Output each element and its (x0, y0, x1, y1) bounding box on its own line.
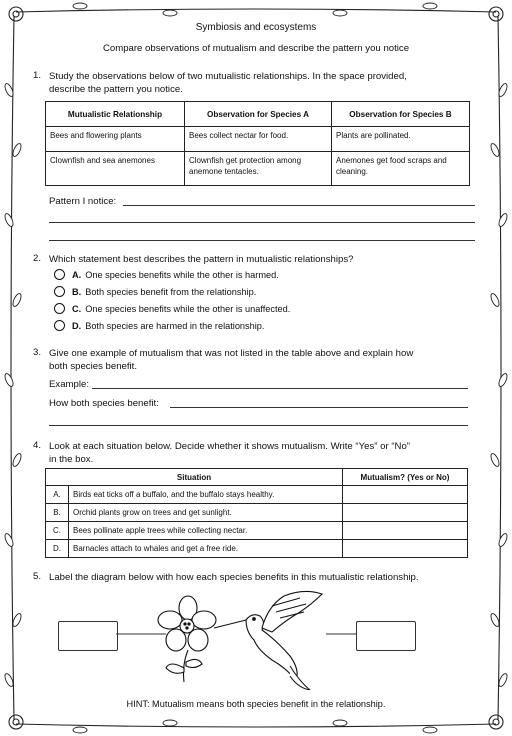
situation-cell: Birds eat ticks off a buffalo, and the buffalo stays healthy. (69, 486, 343, 504)
option-letter: A. (72, 269, 82, 280)
q2-option-d[interactable] (54, 320, 264, 331)
hint-text: HINT: Mutualism means both species benefit in the relationship. (126, 699, 386, 709)
situation-cell: Orchid plants grow on trees and get sunlight. (69, 504, 343, 522)
answer-box[interactable] (343, 522, 468, 540)
pattern-answer-line[interactable] (123, 205, 475, 206)
table-cell: Bees collect nectar for food. (185, 127, 332, 152)
option-letter: C. (72, 303, 82, 314)
situation-cell: Barnacles attach to whales and get a free ride. (69, 540, 343, 558)
table-header: Observation for Species A (185, 102, 332, 127)
q3-number: 3. (33, 347, 42, 358)
hummingbird-icon (214, 591, 322, 690)
option-text: Both species are harmed in the relationship. (85, 320, 265, 331)
pattern-answer-line[interactable] (49, 222, 475, 223)
q4-text-line1: Look at each situation below. Decide whether it shows mutualism. Write “Yes” or “No” (49, 441, 410, 452)
q2-option-a[interactable] (54, 269, 279, 280)
flower-icon (158, 596, 216, 682)
table-header-row (46, 469, 468, 486)
table-header: Situation (46, 469, 343, 486)
radio-circle-icon[interactable] (54, 269, 65, 280)
table-row (46, 540, 468, 558)
benefit-answer-line[interactable] (170, 407, 468, 408)
table-header: Mutualistic Relationship (46, 102, 185, 127)
table-cell: Anemones get food scraps and cleaning. (332, 152, 470, 186)
pattern-label: Pattern I notice: (49, 196, 117, 207)
table-row (46, 504, 468, 522)
row-letter: C. (46, 522, 69, 540)
q1-text-line2: describe the pattern you notice. (49, 84, 183, 95)
q2-option-c[interactable] (54, 303, 290, 314)
option-text: Both species benefit from the relationship. (85, 286, 257, 297)
table-row (46, 127, 470, 152)
radio-circle-icon[interactable] (54, 303, 65, 314)
table-row (46, 152, 470, 186)
q5-number: 5. (33, 571, 42, 582)
q2-text: Which statement best describes the pattern in mutualistic relationships? (49, 254, 354, 265)
table-cell: Clownfish and sea anemones (46, 152, 185, 186)
mutualism-diagram (0, 590, 512, 690)
table-row (46, 486, 468, 504)
benefit-label: How both species benefit: (49, 398, 159, 409)
answer-box[interactable] (343, 486, 468, 504)
table-header: Observation for Species B (332, 102, 470, 127)
radio-circle-icon[interactable] (54, 320, 65, 331)
example-label: Example: (49, 379, 89, 390)
option-letter: D. (72, 320, 82, 331)
benefit-answer-line[interactable] (49, 425, 468, 426)
q2-number: 2. (33, 253, 42, 264)
row-letter: B. (46, 504, 69, 522)
option-text: One species benefits while the other is harmed. (85, 269, 279, 280)
table-header: Mutualism? (Yes or No) (343, 469, 468, 486)
row-letter: A. (46, 486, 69, 504)
q4-text-line2: in the box. (49, 454, 94, 465)
q1-number: 1. (33, 70, 42, 81)
q2-option-b[interactable] (54, 286, 256, 297)
situation-cell: Bees pollinate apple trees while collecting nectar. (69, 522, 343, 540)
table-row (46, 522, 468, 540)
q3-text-line1: Give one example of mutualism that was not listed in the table above and explain how (49, 348, 414, 359)
pattern-answer-line[interactable] (49, 240, 475, 241)
option-letter: B. (72, 286, 82, 297)
table-cell: Clownfish get protection among anemone tentacles. (185, 152, 332, 186)
q1-text-line1: Study the observations below of two mutualistic relationships. In the space provided, (49, 71, 407, 82)
observation-table (45, 101, 470, 186)
q5-text: Label the diagram below with how each species benefits in this mutualistic relationship. (49, 572, 419, 583)
option-text: One species benefits while the other is unaffected. (85, 303, 291, 314)
worksheet-subtitle: Compare observations of mutualism and describe the pattern you notice (102, 43, 410, 54)
mutualism-table (45, 468, 468, 558)
table-cell: Bees and flowering plants (46, 127, 185, 152)
answer-box[interactable] (343, 504, 468, 522)
q3-text-line2: both species benefit. (49, 361, 138, 372)
table-header-row (46, 102, 470, 127)
radio-circle-icon[interactable] (54, 286, 65, 297)
answer-box[interactable] (343, 540, 468, 558)
worksheet-title: Symbiosis and ecosystems (195, 22, 317, 33)
example-answer-line[interactable] (92, 388, 468, 389)
q4-number: 4. (33, 440, 42, 451)
table-cell: Plants are pollinated. (332, 127, 470, 152)
row-letter: D. (46, 540, 69, 558)
